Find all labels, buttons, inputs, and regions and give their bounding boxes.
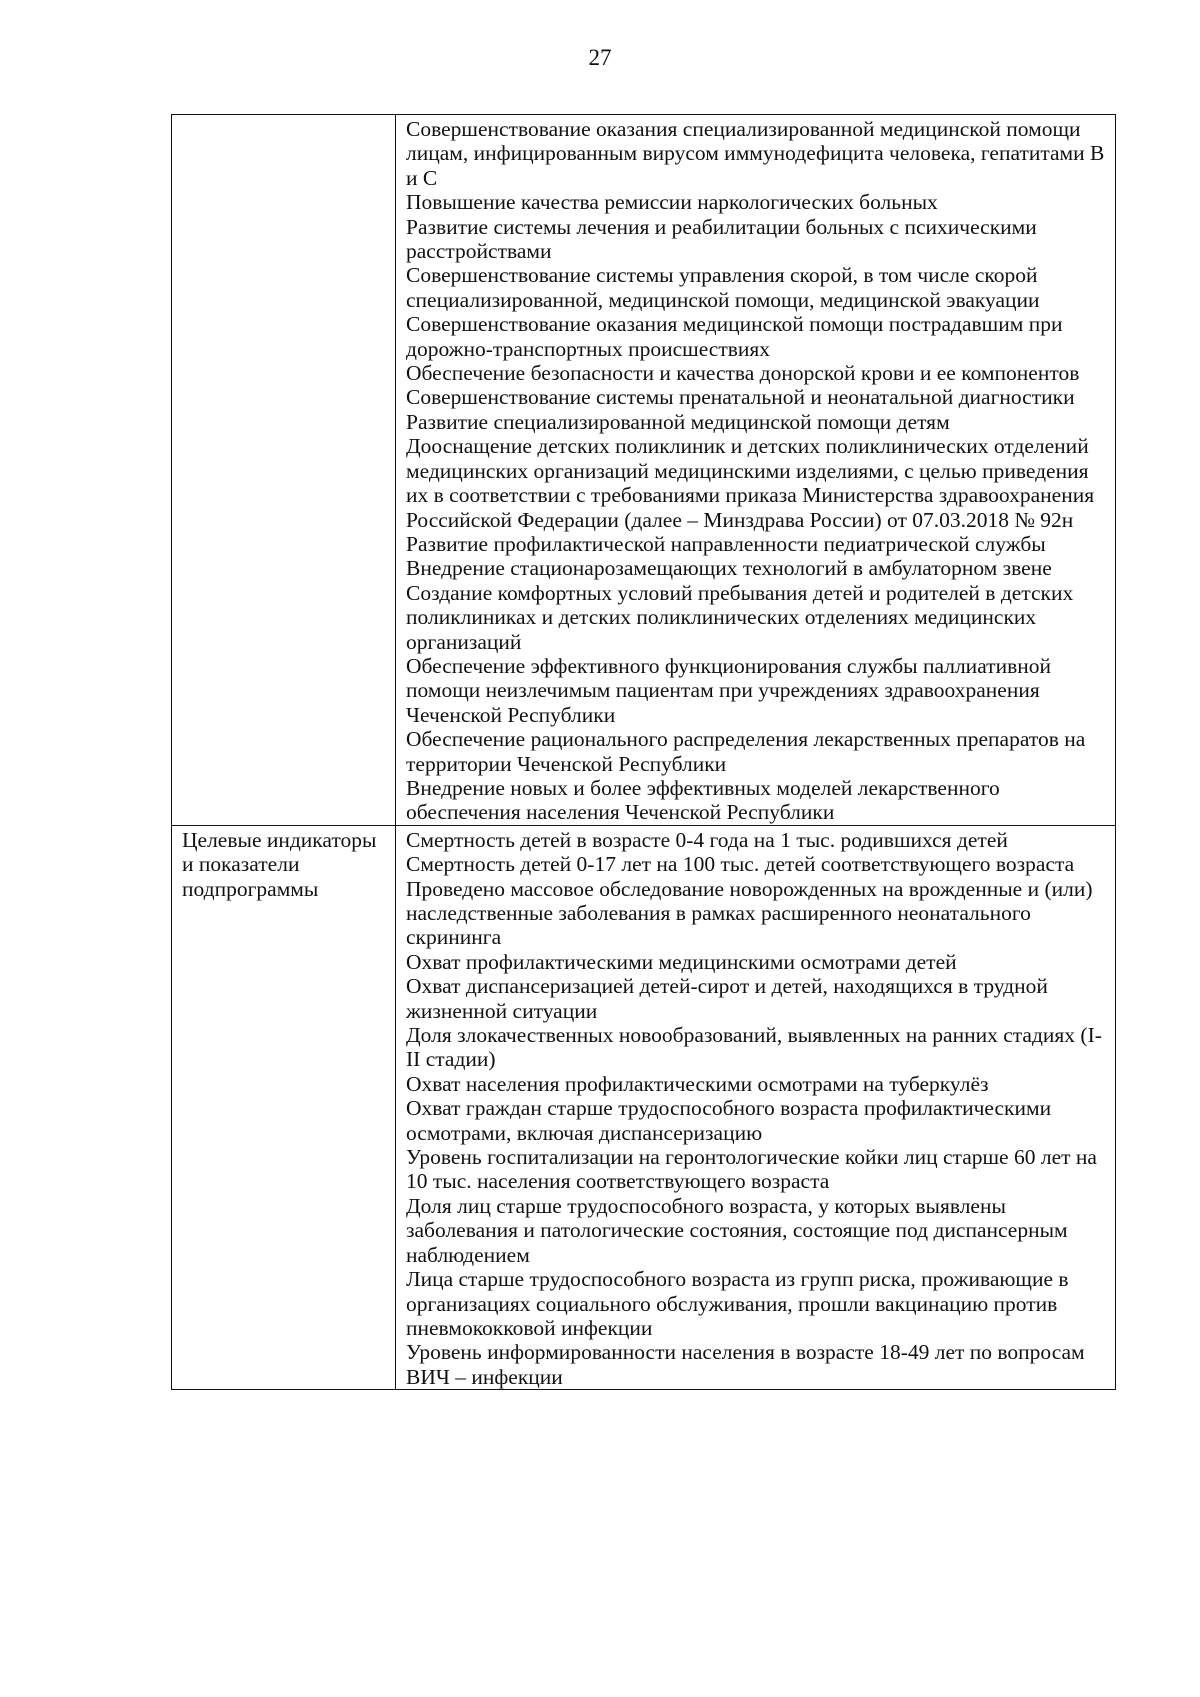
list-item: Развитие системы лечения и реабилитации больных с психическими расстройствами: [406, 214, 1037, 264]
indicators-list-cell: [396, 825, 1116, 1389]
tasks-list-cell: [396, 115, 1116, 826]
list-item: Совершенствование системы управления скорой, в том числе скорой специализированной, медицинской помощи, медицинской эвакуации: [406, 263, 1040, 312]
program-table: [171, 114, 1116, 1390]
list-item: Совершенствование системы пренатальной и неонатальной диагностики: [406, 385, 1075, 410]
list-item: Внедрение стационарозамещающих технологий в амбулаторном звене: [406, 556, 1052, 581]
row-label-cell: [172, 115, 396, 826]
list-item: Внедрение новых и более эффективных моделей лекарственного обеспечения населения Чеченской Республики: [406, 775, 1000, 825]
list-item: Уровень госпитализации на геронтологические койки лиц старше 60 лет на 10 тыс. населения соответствующего возраста: [406, 1145, 1097, 1194]
list-item: Охват профилактическими медицинскими осмотрами детей: [406, 949, 957, 974]
list-item: Проведено массовое обследование новорожденных на врожденные и (или) наследственные заболевания в рамках расширенного неонатального скрининга: [406, 876, 1093, 950]
list-item: Дооснащение детских поликлиник и детских поликлинических отделений медицинских организаций медицинскими изделиями, с целью приведения их в соответствии с требованиями приказа Министерства здравоохранения Российской Федерации (далее – Минздрава России) от 07.03.2018 № 92н: [406, 434, 1095, 532]
list-item: Охват граждан старше трудоспособного возраста профилактическими осмотрами, включая диспансеризацию: [406, 1096, 1052, 1145]
list-item: Смертность детей в возрасте 0-4 года на 1 тыс. родившихся детей: [406, 827, 1008, 852]
page-number: 27: [588, 45, 612, 70]
list-item: Доля лиц старше трудоспособного возраста, у которых выявлены заболевания и патологические состояния, состоящие под диспансерным наблюдением: [406, 1193, 1068, 1267]
list-item: Развитие профилактической направленности педиатрической службы: [406, 531, 1046, 556]
list-item: Обеспечение эффективного функционирования службы паллиативной помощи неизлечимым пациентам при учреждениях здравоохранения Чеченской Республики: [406, 653, 1051, 727]
table-row-indicators: [172, 825, 1116, 1389]
list-item: Совершенствование оказания медицинской помощи пострадавшим при дорожно-транспортных происшествиях: [406, 312, 1063, 361]
list-item: Развитие специализированной медицинской помощи детям: [406, 409, 950, 434]
list-item: Охват населения профилактическими осмотрами на туберкулёз: [406, 1071, 989, 1096]
list-item: Охват диспансеризацией детей-сирот и детей, находящихся в трудной жизненной ситуации: [406, 974, 1048, 1023]
list-item: Обеспечение рационального распределения лекарственных препаратов на территории Чеченской Республики: [406, 727, 1086, 776]
list-item: Смертность детей 0-17 лет на 100 тыс. детей соответствующего возраста: [406, 852, 1075, 877]
list-item: Совершенствование оказания специализированной медицинской помощи лицам, инфицированным вирусом иммунодефицита человека, гепатитами В и С: [406, 117, 1105, 190]
table-row-tasks: [172, 115, 1116, 826]
list-item: Создание комфортных условий пребывания детей и родителей в детских поликлиниках и детских поликлинических отделениях медицинских организаций: [406, 580, 1074, 654]
list-item: Лица старше трудоспособного возраста из групп риска, проживающие в организациях социального обслуживания, прошли вакцинацию против пневмококковой инфекции: [406, 1267, 1069, 1340]
list-item: Повышение качества ремиссии наркологических больных: [406, 190, 938, 215]
list-item: Доля злокачественных новообразований, выявленных на ранних стадиях (I-II стадии): [406, 1023, 1102, 1072]
list-item: Уровень информированности населения в возрасте 18-49 лет по вопросам ВИЧ – инфекции: [406, 1340, 1085, 1389]
row-label-cell: Целевые индикаторы и показатели подпрограммы: [172, 825, 396, 1389]
list-item: Обеспечение безопасности и качества донорской крови и ее компонентов: [406, 361, 1080, 386]
